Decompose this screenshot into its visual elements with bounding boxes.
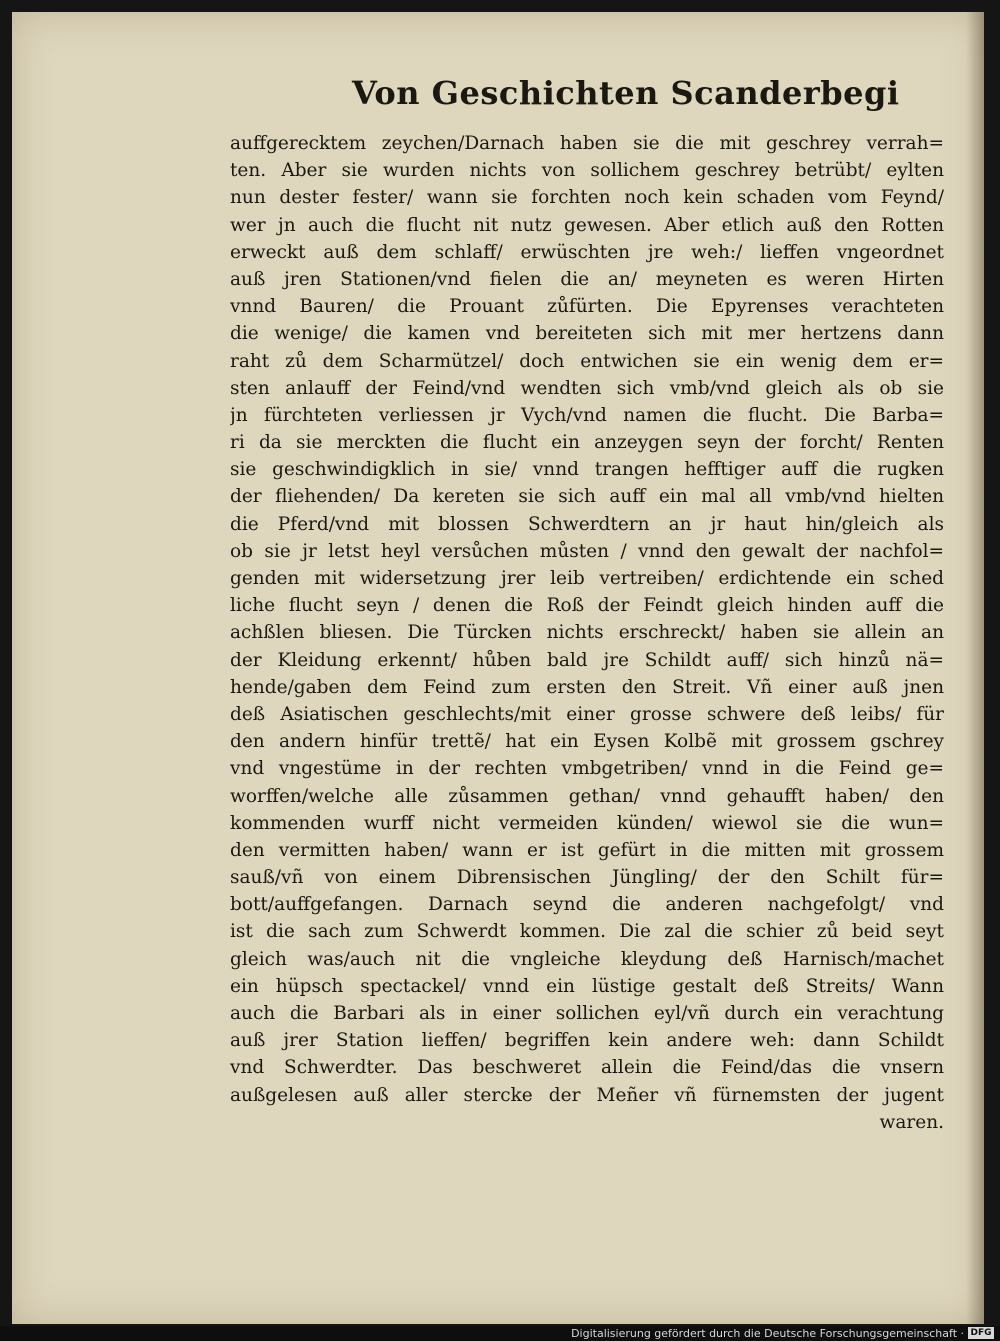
text-line: vnd Schwerdter. Das beschweret allein die Feind/das die vnsern <box>230 1057 944 1079</box>
text-line: den vermitten haben/ wann er ist gefürt in die mitten mit grossem <box>230 839 944 861</box>
text-line: die wenige/ die kamen vnd bereiteten sich mit mer hertzens dann <box>230 323 944 345</box>
text-line: ob sie jr letst heyl versůchen můsten / vnnd den gewalt der nachfol= <box>230 540 944 562</box>
text-line: erweckt auß dem schlaff/ erwüschten jre weh:/ lieffen vngeordnet <box>230 241 944 263</box>
body-text <box>230 130 944 1136</box>
text-line: ri da sie merckten die flucht ein anzeygen seyn der forcht/ Renten <box>230 432 944 454</box>
text-line: auffgerecktem zeychen/Darnach haben sie die mit geschrey verrah= <box>230 133 944 154</box>
text-line: die Pferd/vnd mit blossen Schwerdtern an jr haut hin/gleich als <box>230 513 944 535</box>
text-line: jn fürchteten verliessen jr Vych/vnd namen die flucht. Die Barba= <box>230 404 944 426</box>
text-line: worffen/welche alle zůsammen gethan/ vnnd gehaufft haben/ den <box>230 785 944 807</box>
text-line: gleich was/auch nit die vngleiche kleydung deß Harnisch/machet <box>230 948 944 970</box>
text-line: bott/auffgefangen. Darnach seynd die anderen nachgefolgt/ vnd <box>230 894 944 916</box>
text-line: ein hüpsch spectackel/ vnnd ein lüstige gestalt deß Streits/ Wann <box>230 975 944 997</box>
text-line: außgelesen auß aller stercke der Meñer vñ fürnemsten der jugent <box>230 1084 944 1106</box>
running-head: Von Geschichten Scanderbegi <box>352 74 900 112</box>
text-line: hende/gaben dem Feind zum ersten den Streit. Vñ einer auß jnen <box>230 676 944 698</box>
text-line: achßlen bliesen. Die Türcken nichts erschreckt/ haben sie allein an <box>230 622 944 644</box>
text-line: auß jren Stationen/vnd fielen die an/ meyneten es weren Hirten <box>230 268 944 290</box>
text-line: ten. Aber sie wurden nichts von sollichem geschrey betrübt/ eylten <box>230 160 944 182</box>
text-line: vnnd Bauren/ die Prouant zůfürten. Die Epyrenses verachteten <box>230 296 944 318</box>
text-line: kommenden wurff nicht vermeiden künden/ wiewol sie die wun= <box>230 812 944 834</box>
text-line: sten anlauff der Feind/vnd wendten sich vmb/vnd gleich als ob sie <box>230 377 944 399</box>
text-line: raht zů dem Scharmützel/ doch entwichen sie ein wenig dem er= <box>230 350 944 372</box>
text-line-final: waren. <box>879 1111 944 1133</box>
text-line: vnd vngestüme in der rechten vmbgetriben/ vnnd in die Feind ge= <box>230 758 944 780</box>
text-line: genden mit widersetzung jrer leib vertreiben/ erdichtende ein sched <box>230 568 944 589</box>
page-edge-shadow <box>966 12 984 1324</box>
text-line: auß jrer Station lieffen/ begriffen kein andere weh: dann Schildt <box>230 1030 944 1052</box>
text-line: der Kleidung erkennt/ hůben bald jre Schildt auff/ sich hinzů nä= <box>230 649 944 671</box>
text-line: liche flucht seyn / denen die Roß der Feindt gleich hinden auff die <box>230 595 944 617</box>
text-line: wer jn auch die flucht nit nutz gewesen. Aber etlich auß den Rotten <box>230 214 944 236</box>
funding-credit: Digitalisierung gefördert durch die Deutsche Forschungsgemeinschaft · <box>571 1327 964 1340</box>
text-line: sie geschwindigklich in sie/ vnnd trangen hefftiger auff die rugken <box>230 459 944 481</box>
footer-bar <box>0 1326 1000 1341</box>
text-line: ist die sach zum Schwerdt kommen. Die zal die schier zů beid seyt <box>230 921 944 943</box>
text-line: den andern hinfür trettẽ/ hat ein Eysen Kolbẽ mit grossem gschrey <box>230 731 944 753</box>
dfg-logo-icon: DFG <box>968 1327 994 1339</box>
text-line: der fliehenden/ Da kereten sie sich auff ein mal all vmb/vnd hielten <box>230 486 944 508</box>
text-line: auch die Barbari als in einer sollichen eyl/vñ durch ein verachtung <box>230 1003 944 1024</box>
text-line: deß Asiatischen geschlechts/mit einer grosse schwere deß leibs/ für <box>230 703 944 725</box>
text-line: sauß/vñ von einem Dibrensischen Jüngling/ der den Schilt für= <box>230 867 944 889</box>
text-line: nun dester fester/ wann sie forchten noch kein schaden vom Feynd/ <box>230 187 944 209</box>
book-page <box>12 12 984 1324</box>
